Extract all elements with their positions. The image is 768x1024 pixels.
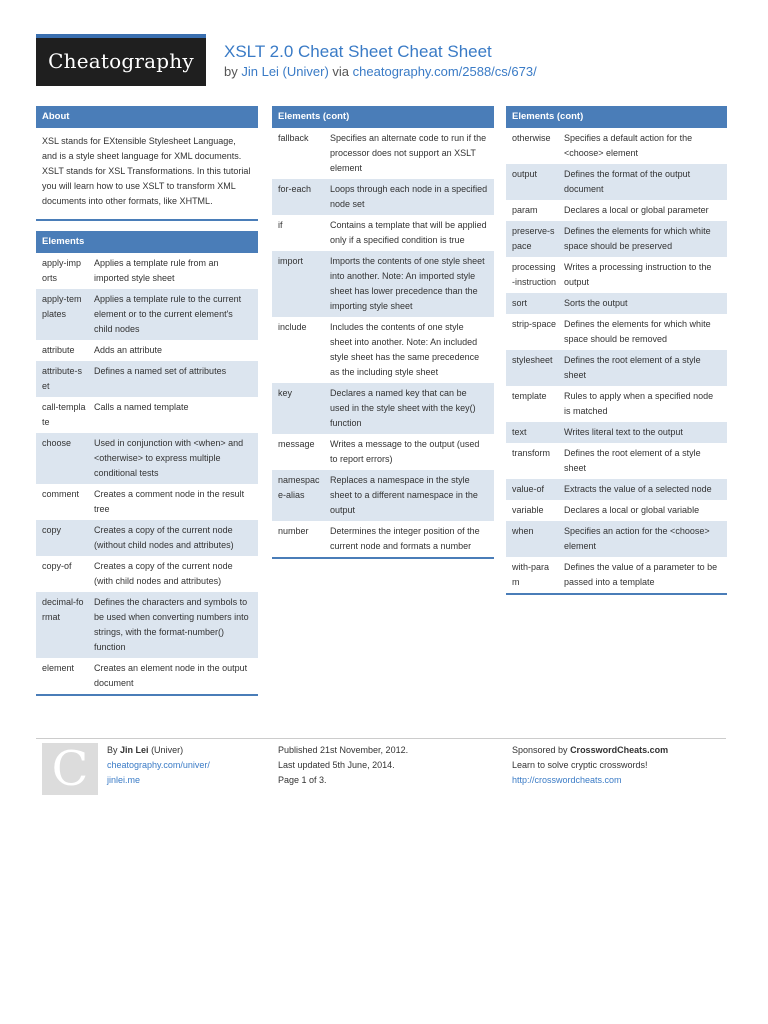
element-term: for-each — [278, 184, 312, 194]
table-row — [272, 251, 494, 317]
table-row — [272, 317, 494, 383]
element-term: otherwise — [512, 133, 551, 143]
table-row — [506, 128, 727, 164]
element-description: Imports the contents of one style sheet into another. Note: An imported style sheet has lower precedence than the importing style sheet — [330, 256, 485, 311]
element-description: Applies a template rule from an imported style sheet — [94, 258, 219, 283]
table-row — [272, 128, 494, 179]
about-box — [36, 106, 258, 221]
element-term: key — [278, 388, 293, 398]
element-term: import — [278, 256, 304, 266]
table-row — [272, 434, 494, 470]
table-row — [506, 386, 727, 422]
element-description: Determines the integer position of the current node and formats a number — [330, 526, 480, 551]
table-row — [36, 340, 258, 361]
table-row — [36, 556, 258, 592]
table-row — [506, 422, 727, 443]
table-row — [36, 397, 258, 433]
footer-sponsor-tagline: Learn to solve cryptic crosswords! — [512, 760, 648, 770]
table-row — [506, 350, 727, 386]
element-description: Defines the characters and symbols to be used when converting numbers into strings, with the format-number() function — [94, 597, 249, 652]
footer-by: By — [107, 745, 118, 755]
table-row — [36, 289, 258, 340]
element-term: choose — [42, 438, 72, 448]
table-row — [36, 433, 258, 484]
element-term: text — [512, 427, 527, 437]
element-description: Loops through each node in a specified node set — [330, 184, 488, 209]
element-term: copy-of — [42, 561, 72, 571]
element-term: comment — [42, 489, 80, 499]
footer-published: Published 21st November, 2012. — [278, 745, 409, 755]
sheet-url-link[interactable]: cheatography.com/2588/cs/673/ — [352, 64, 537, 79]
table-row — [506, 443, 727, 479]
table-row — [506, 500, 727, 521]
element-description: Defines a named set of attributes — [94, 366, 227, 376]
element-term: namespace-alias — [278, 475, 320, 500]
table-row — [506, 479, 727, 500]
element-term: when — [512, 526, 534, 536]
element-description: Declares a named key that can be used in the style sheet with the key() function — [330, 388, 476, 428]
element-term: param — [512, 205, 538, 215]
element-description: Contains a template that will be applied only if a specified condition is true — [330, 220, 487, 245]
footer-author-org: (Univer) — [151, 745, 184, 755]
element-description: Defines the elements for which white space should be removed — [564, 319, 711, 344]
table-row — [36, 520, 258, 556]
element-term: strip-space — [512, 319, 557, 329]
element-term: variable — [512, 505, 544, 515]
table-row — [506, 521, 727, 557]
element-description: Creates a copy of the current node (without child nodes and attributes) — [94, 525, 234, 550]
table-row — [36, 484, 258, 520]
element-term: output — [512, 169, 538, 179]
page-footer — [36, 738, 726, 808]
table-row — [36, 592, 258, 658]
column-1 — [36, 106, 258, 706]
element-term: fallback — [278, 133, 309, 143]
element-term: value-of — [512, 484, 545, 494]
element-term: attribute — [42, 345, 75, 355]
element-term: message — [278, 439, 315, 449]
element-description: Specifies an action for the <choose> element — [564, 526, 710, 551]
element-description: Specifies a default action for the <choose> element — [564, 133, 693, 158]
element-description: Defines the format of the output document — [564, 169, 691, 194]
table-row — [272, 215, 494, 251]
page-title: XSLT 2.0 Cheat Sheet Cheat Sheet — [224, 42, 492, 61]
about-heading: About — [36, 106, 258, 128]
footer-author-name[interactable]: Jin Lei — [120, 745, 149, 755]
element-term: include — [278, 322, 307, 332]
element-description: Defines the elements for which white space should be preserved — [564, 226, 711, 251]
footer-sponsor-name[interactable]: CrosswordCheats.com — [570, 745, 669, 755]
table-row — [272, 383, 494, 434]
element-description: Extracts the value of a selected node — [564, 484, 712, 494]
elements-table — [36, 253, 258, 694]
table-row — [272, 179, 494, 215]
footer-dates — [278, 743, 408, 788]
element-term: processing-instruction — [512, 262, 557, 287]
element-description: Defines the value of a parameter to be passed into a template — [564, 562, 718, 587]
element-term: copy — [42, 525, 62, 535]
about-text: XSL stands for EXtensible Stylesheet Language, and is a style sheet language for XML documents. XSLT stands for XSL Transformations. In this tutorial you will learn how to use XSLT to transform XML documents into other formats, like XHTML. — [36, 128, 258, 219]
elements-cont-heading: Elements (cont) — [272, 106, 494, 128]
element-term: element — [42, 663, 75, 673]
element-term: template — [512, 391, 547, 401]
table-row — [272, 470, 494, 521]
author-link[interactable]: Jin Lei (Univer) — [241, 64, 329, 79]
author-avatar: C — [42, 743, 98, 795]
element-description: Replaces a namespace in the style sheet to a different namespace in the output — [330, 475, 478, 515]
element-description: Used in conjunction with <when> and <otherwise> to express multiple conditional tests — [94, 438, 244, 478]
element-term: preserve-space — [512, 226, 555, 251]
byline-by: by — [224, 64, 238, 79]
table-row — [506, 200, 727, 221]
column-3 — [506, 106, 727, 605]
footer-author-url[interactable]: cheatography.com/univer/ — [107, 760, 210, 770]
element-term: number — [278, 526, 309, 536]
elements-cont-box — [272, 106, 494, 559]
footer-sponsor-url[interactable]: http://crosswordcheats.com — [512, 775, 622, 785]
table-row — [506, 257, 727, 293]
footer-author — [107, 743, 210, 788]
element-term: apply-templates — [42, 294, 82, 319]
element-description: Includes the contents of one style sheet into another. Note: An included style sheet has the same precedence as the including style sheet — [330, 322, 480, 377]
element-description: Defines the root element of a style sheet — [564, 355, 701, 380]
elements-cont-table — [272, 128, 494, 557]
element-term: sort — [512, 298, 528, 308]
element-description: Specifies an alternate code to run if the processor does not support an XSLT element — [330, 133, 487, 173]
footer-author-site[interactable]: jinlei.me — [107, 775, 141, 785]
element-description: Rules to apply when a specified node is matched — [564, 391, 714, 416]
element-description: Writes a processing instruction to the output — [564, 262, 712, 287]
table-row — [272, 521, 494, 557]
table-row — [506, 557, 727, 593]
element-description: Adds an attribute — [94, 345, 163, 355]
footer-page: Page 1 of 3. — [278, 775, 327, 785]
cheatography-logo[interactable]: Cheatography — [36, 34, 206, 86]
element-description: Declares a local or global parameter — [564, 205, 709, 215]
element-description: Applies a template rule to the current element or to the current element's child nodes — [94, 294, 242, 334]
element-description: Writes literal text to the output — [564, 427, 683, 437]
footer-sponsored-by: Sponsored by — [512, 745, 568, 755]
element-description: Creates an element node in the output document — [94, 663, 248, 688]
table-row — [506, 293, 727, 314]
element-term: call-template — [42, 402, 86, 427]
elements-cont-heading-2: Elements (cont) — [506, 106, 727, 128]
table-row — [506, 221, 727, 257]
element-description: Creates a copy of the current node (with child nodes and attributes) — [94, 561, 233, 586]
table-row — [506, 314, 727, 350]
element-term: decimal-format — [42, 597, 84, 622]
element-description: Writes a message to the output (used to report errors) — [330, 439, 480, 464]
table-row — [506, 164, 727, 200]
element-description: Creates a comment node in the result tree — [94, 489, 245, 514]
elements-box — [36, 231, 258, 696]
element-description: Defines the root element of a style sheet — [564, 448, 701, 473]
byline — [224, 64, 537, 79]
element-term: with-param — [512, 562, 550, 587]
footer-updated: Last updated 5th June, 2014. — [278, 760, 395, 770]
byline-via: via — [332, 64, 350, 79]
footer-sponsor — [512, 743, 668, 788]
element-term: stylesheet — [512, 355, 553, 365]
element-description: Declares a local or global variable — [564, 505, 700, 515]
elements-cont-box-2 — [506, 106, 727, 595]
element-description: Sorts the output — [564, 298, 628, 308]
elements-cont-table-2 — [506, 128, 727, 593]
element-term: attribute-set — [42, 366, 83, 391]
table-row — [36, 361, 258, 397]
element-term: if — [278, 220, 283, 230]
table-row — [36, 253, 258, 289]
element-term: transform — [512, 448, 551, 458]
elements-heading: Elements — [36, 231, 258, 253]
table-row — [36, 658, 258, 694]
element-term: apply-imports — [42, 258, 82, 283]
column-2 — [272, 106, 494, 569]
page-header — [36, 34, 726, 88]
element-description: Calls a named template — [94, 402, 189, 412]
